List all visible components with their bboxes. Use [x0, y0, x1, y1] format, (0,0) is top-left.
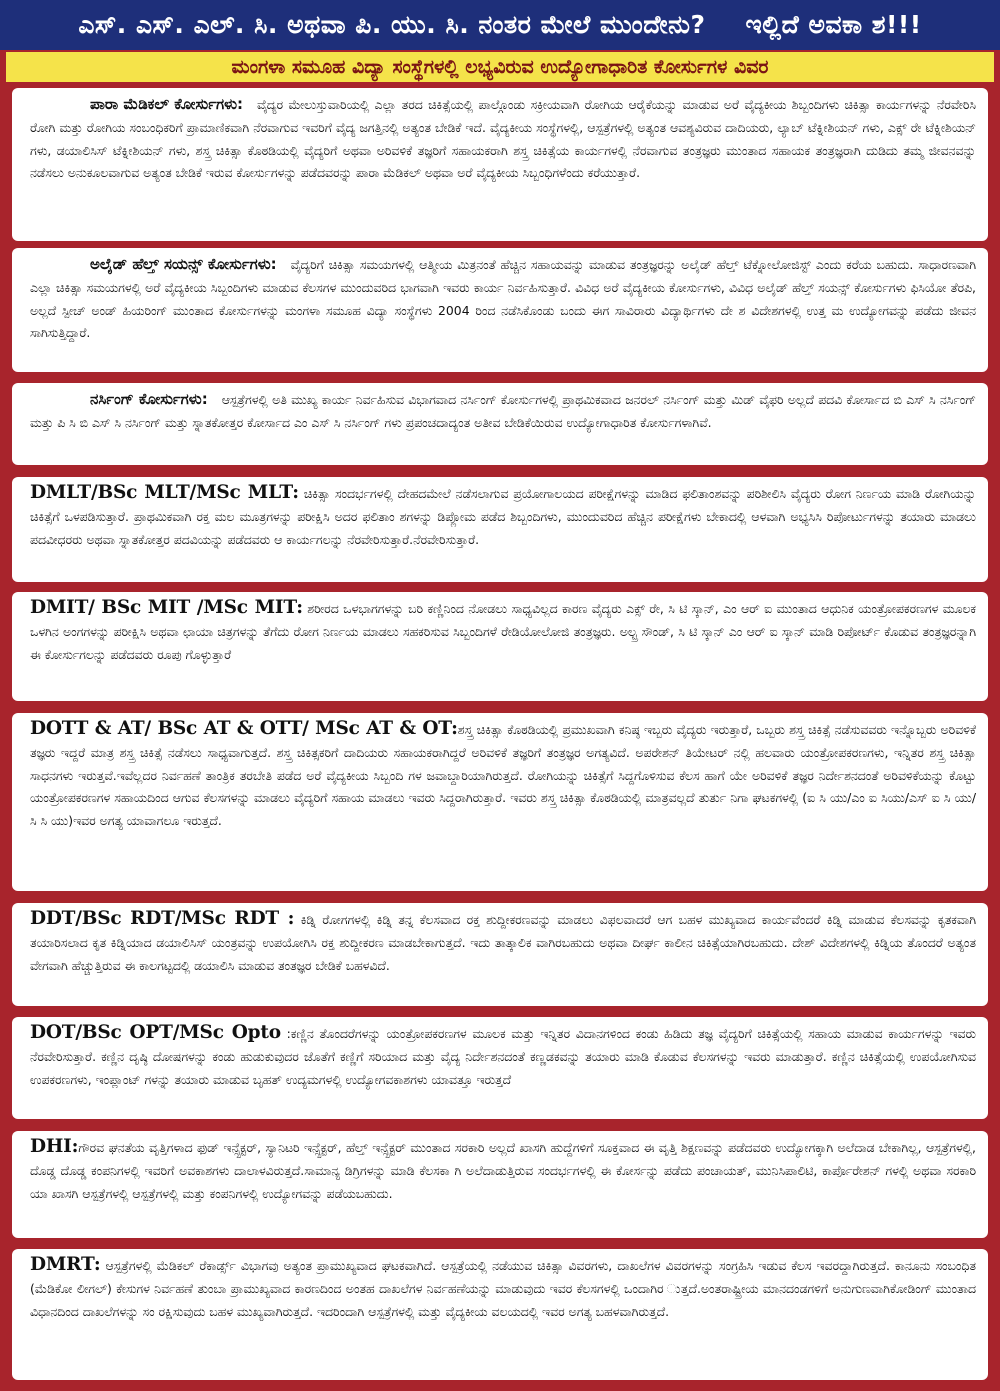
section-body: ಚಿಕಿತ್ಸಾ ಸಂದರ್ಭಗಳಲ್ಲಿ ದೇಹದಮೇಲೆ ನಡೆಸಲಾಗುವ ಪ್ರಯೋಗಾಲಯದ ಪರೀಕ್ಷೆಗಳನ್ನು ಮಾಡಿದ ಫಲಿತಾಂಶವನ್ನು ಪರಿಶೀಲಿಸಿ ವೈದ್ಯರು ರೋಗ ನಿರ್ಣಯ ಮಾಡಿ ರೋಗಿಯನ್ನು ಚಿಕಿತ್ಸೆಗೆ ಒಳಪಡಿಸುತ್ತಾರೆ. ಪ್ರಾಥಮಿಕವಾಗಿ ರಕ್ತ ಮಲ ಮೂತ್ರಗಳನ್ನು ಪರೀಕ್ಷಿಸಿ ಅದರ ಫಲಿತಾಂ ಶಗಳನ್ನು ಡಿಪ್ಲೋಮ ಪಡೆದ ಶಿಬ್ಬಂದಿಗಳು, ಮುಂದುವರಿದ ಹೆಚ್ಚಿನ ಪರೀಕ್ಷೆಗಳು ಬೇಕಾದಲ್ಲಿ ಆಳವಾಗಿ ಅಭ್ಯಸಿಸಿ ರಿಪೋರ್ಟುಗಳನ್ನು ತಯಾರು ಮಾಡಲು ಪದವೀಧರರು ಅಥವಾ ಸ್ನಾತಕೋತ್ತರ ಪದವಿಯನ್ನು ಪಡೆದವರು ಆ ಕಾರ್ಯಗಲನ್ನು ನೆರವೇರಿಸುತ್ತಾರೆ.ನೆರವೇರಿಸುತ್ತಾರೆ.	[30, 486, 976, 547]
section-title: DMLT/BSc MLT/MSc MLT:	[30, 482, 299, 503]
section-title: DOTT & AT/ BSc AT & OTT/ MSc AT & OT:	[30, 718, 458, 739]
section-body: ಗೌರವ ಘನತೆಯ ವೃತ್ತಿಗಳಾದ ಫುಡ್ ಇನ್ಸ್ಪೆಕ್ಟರ್, ಸ್ಯಾನಿಟರಿ ಇನ್ಸ್ಪೆಕ್ಟರ್, ಹೆಲ್ತ್ ಇನ್ಸ್ಪೆಕ್ಟರ್ ಮುಂತಾದ ಸರಕಾರಿ ಅಲ್ಲದೆ ಖಾಸಗಿ ಹುದ್ದೆಗಳಿಗೆ ಸೂಕ್ತವಾದ ಈ ವೃತ್ತಿ ಶಿಕ್ಷಣವನ್ನು ಪಡೆದವರು ಉದ್ಯೋಗಕ್ಕಾಗಿ ಅಲೆದಾಡ ಬೇಕಾಗಿಲ್ಲ, ಆಸ್ಪತ್ರೆಗಳಲ್ಲಿ, ದೊಡ್ಡ ದೊಡ್ಡ ಕಂಪನಿಗಳಲ್ಲಿ ಇವರಿಗೆ ಅವಕಾಶಗಳು ದಾಲಾಳವಿರುತ್ತದೆ.ಸಾಮಾನ್ಯ ಡಿಗ್ರಿಗಳನ್ನು ಮಾಡಿ ಕೆಲಸಕಾ ಗಿ ಅಲೆದಾಡುತ್ತಿರುವ ಸಂದರ್ಭಗಳಲ್ಲಿ ಈ ಕೋರ್ಸನ್ನು ಪಡೆದು ಪಂಚಾಯತ್, ಮುನಿಸಿಪಾಲಿಟಿ, ಕಾರ್ಪೊರೇಶನ್ ಗಳಲ್ಲಿ ಅಥವಾ ಸರಕಾರಿ ಯಾ ಖಾಸಗಿ ಆಸ್ಪತ್ರೆಗಳಲ್ಲಿ ಆಸ್ಪತ್ರೆಗಳಲ್ಲಿ ಮತ್ತು ಕಂಪನಿಗಳಲ್ಲಿ ಉದ್ಯೋಗವನ್ನು ಪಡೆಯಬಹುದು.	[30, 1140, 976, 1201]
section-body: ಆಸ್ಪತ್ರೆಗಳಲ್ಲಿ ಅತಿ ಮುಖ್ಯ ಕಾರ್ಯ ನಿರ್ವಹಿಸುವ ವಿಭಾಗವಾದ ನರ್ಸಿಂಗ್ ಕೋರ್ಸುಗಳಲ್ಲಿ ಪ್ರಾಥಮಿಕವಾದ ಜನರಲ್ ನರ್ಸಿಂಗ್ ಮತ್ತು ಮಿಡ್ ವೈಫರಿ ಅಲ್ಲದೆ ಪದವಿ ಕೋರ್ಸಾದ ಬಿ ಎಸ್ ಸಿ ನರ್ಸಿಂಗ್ ಮತ್ತು ಪಿ ಸಿ ಬಿ ಎಸ್ ಸಿ ನರ್ಸಿಂಗ್ ಮತ್ತು ಸ್ನಾತಕೋತ್ತರ ಕೋರ್ಸಾದ ಎಂ ಎಸ್ ಸಿ ನರ್ಸಿಂಗ್ ಗಳು ಪ್ರಪಂಚದಾದ್ಯಂತ ಅತೀವ ಬೇಡಿಕೆಯಿರುವ ಉದ್ಯೋಗಾಧಾರಿತ ಕೋರ್ಸುಗಳಾಗಿವೆ.	[30, 392, 976, 430]
section-title: ನರ್ಸಿಂಗ್ ಕೋರ್ಸುಗಳು:	[90, 390, 208, 408]
section-dmlt	[12, 477, 988, 582]
section-body: ಶರೀರದ ಒಳಭಾಗಗಳನ್ನು ಬರಿ ಕಣ್ಣಿನಿಂದ ನೋಡಲು ಸಾಧ್ಯವಿಲ್ಲದ ಕಾರಣ ವೈದ್ಯರು ಎಕ್ಸ್ ರೇ, ಸಿ ಟಿ ಸ್ಕಾನ್, ಎಂ ಆರ್ ಐ ಮುಂತಾದ ಆಧುನಿಕ ಯಂತ್ರೋಪಕರಣಗಳ ಮೂಲಕ ಒಳಗಿನ ಅಂಗಗಳನ್ನು ಪರೀಕ್ಷಿಸಿ ಅಥವಾ ಛಾಯಾ ಚಿತ್ರಗಳನ್ನು ತೆಗೆದು ರೋಗ ನಿರ್ಣಯ ಮಾಡಲು ಸಹಕರಿಸುವ ಸಿಬ್ಬಂದಿಗಳೆ ರೇಡಿಯೋಲೋಜಿ ತಂತ್ರಜ್ಞರು. ಅಲ್ಟ್ರ ಸೌಂಡ್, ಸಿ ಟಿ ಸ್ಕಾನ್ ಎಂ ಆರ್ ಐ ಸ್ಕಾನ್ ಮಾಡಿ ರಿಪೋರ್ಟ್ ಕೊಡುವ ತಂತ್ರಜ್ಞರನ್ನಾಗಿ ಈ ಕೋರ್ಸುಗಲನ್ನು ಪಡೆದವರು ರೂಪು ಗೊಳ್ಳುತ್ತಾರೆ	[30, 601, 976, 662]
section-dhi	[12, 1131, 988, 1238]
section-title: DDT/BSc RDT/MSc RDT :	[30, 908, 295, 929]
section-title: DHI:	[30, 1136, 79, 1157]
header-title-right: ಇಲ್ಲಿದೆ ಅವಕಾ ಶ!!!	[745, 10, 922, 39]
section-ddt	[12, 903, 988, 1006]
section-paramedical	[12, 88, 988, 241]
section-title: DMRT:	[30, 1254, 101, 1275]
section-dot	[12, 1017, 988, 1119]
section-body: ಕಿಡ್ನಿ ರೋಗಗಳಲ್ಲಿ ಕಿಡ್ನಿ ತನ್ನ ಕೆಲಸವಾದ ರಕ್ತ ಶುದ್ದೀಕರಣವನ್ನು ಮಾಡಲು ವಿಫಲವಾದರೆ ಆಗ ಬಹಳ ಮುಖ್ಯವಾದ ಕಾರ್ಯವೆಂದರೆ ಕಿಡ್ನಿ ಮಾಡುವ ಕೆಲಸವನ್ನು ಕೃತಕವಾಗಿ ತಯಾರಿಸಲಾದ ಕೃತ ಕಿಡ್ನಿಯಾದ ಡಯಾಲಿಸಿಸ್ ಯಂತ್ರವನ್ನು ಉಪಯೋಗಿಸಿ ರಕ್ತ ಶುದ್ದೀಕರಣ ಮಾಡಬೇಕಾಗುತ್ತದೆ. ಇದು ತಾತ್ಕಾಲಿಕ ವಾಗಿರಬಹುದು ಅಥವಾ ದೀರ್ಘ ಕಾಲೀನ ಚಿಕಿತ್ಸೆಯಾಗಿರಬಹುದು. ದೇಶ್ ವಿದೇಶಗಳಲ್ಲಿ ಕಿಡ್ನಿಯ ತೊಂದರೆ ಅತ್ಯಂತ ವೇಗವಾಗಿ ಹೆಚ್ಚುತ್ತಿರುವ ಈ ಕಾಲಗಟ್ಟದಲ್ಲಿ ಡಯಾಲಿಸಿ ಮಾಡುವ ತಂತಜ್ಞರ ಬೇಡಿಕೆ ಬಹಳವಿದೆ.	[30, 912, 976, 973]
page-subtitle: ಮಂಗಳಾ ಸಮೂಹ ವಿದ್ಯಾ ಸಂಸ್ಥೆಗಳಲ್ಲಿ ಲಭ್ಯವಿರುವ ಉದ್ಯೋಗಾಧಾರಿತ ಕೋರ್ಸುಗಳ ವಿವರ	[231, 56, 769, 78]
section-title: ಪಾರಾ ಮೆಡಿಕಲ್ ಕೋರ್ಸುಗಳು:	[90, 95, 244, 113]
section-dmrt	[12, 1249, 988, 1380]
section-body: :ಕಣ್ಣಿನ ತೊಂದರೆಗಳನ್ನು ಯಂತ್ರೋಪಕರಣಗಳ ಮೂಲಕ ಮತ್ತು ಇನ್ನಿತರ ವಿದಾನಗಳಿಂದ ಕಂಡು ಹಿಡಿದು ತಜ್ಞ ವೈದ್ಯರಿಗೆ ಚಿಕಿತ್ಸೆಯಲ್ಲಿ ಸಹಾಯ ಮಾಡುವ ಕಾರ್ಯಗಳನ್ನು ಇವರು ನೆರವೇರಿಸುತ್ತಾರೆ. ಕಣ್ಣಿನ ದೃಷ್ಠಿ ದೋಷಗಳನ್ನು ಕಂಡು ಹುಡುಕುವುದರ ಜೊತೆಗೆ ಕಣ್ಣಿಗೆ ಸರಿಯಾದ ಮತ್ತು ವೈದ್ಯ ನಿರ್ದೇಶನದಂತೆ ಕಣ್ಣಡಕವನ್ನು ತಯಾರು ಮಾಡಿ ಕೊಡುವ ಕೆಲಸಗಳನ್ನು ಇವರು ಮಾಡುತ್ತಾರೆ. ಕಣ್ಣಿನ ಚಿಕಿತ್ಸೆಯಲ್ಲಿ ಉಪಯೋಗಿಸುವ ಉಪಕರಣಗಳು, ಇಂಪ್ಲಾಂಟ್ ಗಳನ್ನು ತಯಾರು ಮಾಡುವ ಬೃಹತ್ ಉದ್ಯಮಗಳಲ್ಲಿ ಉದ್ಯೋಗವಕಾಶಗಳು ಯಾವತ್ತೂ ಇರುತ್ತದೆ	[30, 1026, 976, 1087]
section-body: ವೈದ್ಯರಿಗೆ ಚಿಕಿತ್ಸಾ ಸಮಯಗಳಲ್ಲಿ ಆತ್ಮೀಯ ಮಿತ್ರನಂತೆ ಹೆಚ್ಚಿನ ಸಹಾಯವನ್ನು ಮಾಡುವ ತಂತ್ರಜ್ಞರನ್ನು ಅಲೈಡ್ ಹೆಲ್ತ್ ಟೆಕ್ನೋಲೋಜಿಸ್ಟ್ ಎಂದು ಕರೆಯ ಬಹುದು. ಸಾಧಾರಣವಾಗಿ ಎಲ್ಲಾ ಚಿಕಿತ್ಸಾ ಸಮಯಗಳಲ್ಲಿ ಅರೆ ವೈದ್ಯಕೀಯ ಸಿಬ್ಬಂದಿಗಳು ಮಾಡುವ ಕೆಲಸಗಳ ಮುಂದುವರಿದ ಭಾಗವಾಗಿ ಇವರು ಕಾರ್ಯ ನಿರ್ವಹಿಸುತ್ತಾರೆ. ವಿವಿಧ ಅರೆ ವೈದ್ಯಕೀಯ ಕೋರ್ಸುಗಳು, ವಿವಿಧ ಅಲೈಡ್ ಹೆಲ್ತ್ ಸಯನ್ಸ್ ಕೋರ್ಸುಗಳು ಫಿಸಿಯೋ ತೆರಪಿ, ಅಲ್ಲದೆ ಸ್ಪೀಚ್ ಅಂಡ್ ಹಿಯರಿಂಗ್ ಮುಂತಾದ ಕೋರ್ಸುಗಳನ್ನು ಮಂಗಳಾ ಸಮೂಹ ವಿದ್ಯಾ ಸಂಸ್ಥೆಗಳು 2004 ರಿಂದ ನಡೆಸಿಕೊಂಡು ಬಂದು ಈಗ ಸಾವಿರಾರು ವಿದ್ಯಾರ್ಥಿಗಳು ದೇ ಶ ವಿದೇಶಗಳಲ್ಲಿ ಉತ್ತ ಮ ಉದ್ಯೋಗವನ್ನು ಪಡೆದು ಜೀವನ ಸಾಗಿಸುತ್ತಿದ್ದಾರೆ.	[30, 257, 976, 341]
section-body: ವೈದ್ಯರ ಮೇಲುಸ್ತುವಾರಿಯಲ್ಲಿ ಎಲ್ಲಾ ತರದ ಚಿಕಿತ್ಸೆಯಲ್ಲಿ ಪಾಲ್ಗೊಂಡು ಸಕ್ರೀಯವಾಗಿ ರೋಗಿಯ ಆರೈಕೆಯನ್ನು ಮಾಡುವ ಅರೆ ವೈದ್ಯಕೀಯ ಶಿಬ್ಬಂದಿಗಳು ಚಿಕಿತ್ಸಾ ಕಾರ್ಯಗಳನ್ನು ನೆರವೇರಿಸಿ ರೋಗಿ ಮತ್ತು ರೋಗಿಯ ಸಂಬಂಧಿಕರಿಗೆ ಪ್ರಾಮಾಣಿಕವಾಗಿ ನೆರವಾಗುವ ಇವರಿಗೆ ವೈದ್ಯ ಜಗತ್ತಿನಲ್ಲಿ ಅತ್ಯಂತ ಬೇಡಿಕೆ ಇದೆ. ವೈದ್ಯಕೀಯ ಸಂಸ್ಥೆಗಳಲ್ಲಿ, ಆಸ್ಪತ್ರೆಗಳಲ್ಲಿ ಅತ್ಯಂತ ಆವಶ್ಯವಿರುವ ದಾದಿಯರು, ಲ್ಯಾಬ್ ಟೆಕ್ನೀಶಿಯನ್ ಗಳು, ಎಕ್ಸ್ ರೇ ಟೆಕ್ನೀಶಿಯನ್ ಗಳು, ಡಯಾಲಿಸಿಸ್ ಟೆಕ್ನೀಶಿಯನ್ ಗಳು, ಶಸ್ತ್ರ ಚಿಕಿತ್ಸಾ ಕೊಠಡಿಯಲ್ಲಿ ವೈದ್ಯರಿಗೆ ಅಥವಾ ಅರಿವಳಿಕೆ ತಜ್ಞರಿಗೆ ಸಹಾಯಕರಾಗಿ ಶಸ್ತ್ರ ಚಿಕಿತ್ಸೆಯ ಕಾರ್ಯಗಳಲ್ಲಿ ನೆರವಾಗುವ ತಂತ್ರಜ್ಞರು ಮುಂತಾದ ಸಹಾಯಕ ತಂತ್ರಜ್ಞರಾಗಿ ದುಡಿದು ತಮ್ಮ ಜೀವನವನ್ನು ನಡೆಸಲು ಅನುಕೂಲವಾಗುವ ಅತ್ಯಂತ ಬೇಡಿಕೆ ಇರುವ ಕೋರ್ಸುಗಳನ್ನು ಪಡೆದವರನ್ನು ಪಾರಾ ಮೆಡಿಕಲ್ ಅಥವಾ ಅರೆ ವೈದ್ಯಕೀಯ ಸಿಬ್ಬಂಧಿಗಳೆಂದು ಕರೆಯುತ್ತಾರೆ.	[30, 97, 976, 181]
section-body: ಆಸ್ಪತ್ರೆಗಳಲ್ಲಿ ಮೆಡಿಕಲ್ ರೆಕಾರ್ಡ್ಸ್ ವಿಭಾಗವು ಅತ್ಯಂತ ಪ್ರಾಮುಖ್ಯವಾದ ಘಟಕವಾಗಿದೆ. ಆಸ್ಪತ್ರೆಯಲ್ಲಿ ನಡೆಯುವ ಚಿಕಿತ್ಸಾ ವಿವರಗಳು, ದಾಖಲೆಗಳ ವಿವರಗಳನ್ನು ಸಂಗ್ರಹಿಸಿ ಇಡುವ ಕೆಲಸ ಇವರದ್ದಾಗಿರುತ್ತದೆ. ಕಾನೂನು ಸಂಬಂಧಿತ (ಮೆಡಿಕೋ ಲೀಗಲ್) ಕೇಸುಗಳ ನಿರ್ವಹಣೆ ತುಂಬಾ ಪ್ರಾಮುಖ್ಯವಾದ ಕಾರಣದಿಂದ ಅಂತಹ ದಾಖಲೆಗಳ ನಿರ್ವಹಣೆಯನ್ನು ಮಾಡುವುದು ಇವರ ಕೆಲಸಗಳಲ್ಲಿ ಒಂದಾಗಿರ ುತ್ತದೆ.ಅಂತರಾಷ್ಟ್ರೀಯ ಮಾನದಂಡಗಳಿಗೆ ಅನುಗುಣವಾಗಿಕೋಡಿಂಗ್ ಮುಂತಾದ ವಿಧಾನದಿಂದ ದಾಖಲೆಗಳನ್ನು ಸಂ ರಕ್ಷಿಸುವುದು ಬಹಳ ಮುಖ್ಯವಾಗಿರುತ್ತದೆ. ಇದರಿಂದಾಗಿ ಆಸ್ಪತ್ರೆಗಳಲ್ಲಿ ಮತ್ತು ವೈದ್ಯಕೀಯ ವಲಯದಲ್ಲಿ ಇವರ ಅಗತ್ಯ ಬಹಳವಾಗಿರುತ್ತದೆ.	[30, 1258, 976, 1319]
section-title: DMIT/ BSc MIT /MSc MIT:	[30, 597, 303, 618]
section-body: ಶಸ್ತ್ರ ಚಿಕಿತ್ಸಾ ಕೊಠಡಿಯಲ್ಲಿ ಪ್ರಮುಖವಾಗಿ ಕನಿಷ್ಠ ಇಬ್ಬರು ವೈದ್ಯರು ಇರುತ್ತಾರೆ, ಒಬ್ಬರು ಶಸ್ತ್ರ ಚಿಕಿತ್ಸೆ ನಡೆಸುವವರು ಇನ್ನೊಬ್ಬರು ಅರಿವಳಿಕೆ ತಜ್ಞರು ಇದ್ದರೆ ಮಾತ್ರ ಶಸ್ತ್ರ ಚಿಕಿತ್ಸೆ ನಡೆಸಲು ಸಾಧ್ಯವಾಗುತ್ತದೆ. ಶಸ್ತ್ರ ಚಿಕಿತ್ಸಕರಿಗೆ ದಾದಿಯರು ಸಹಾಯಕರಾಗಿದ್ದರೆ ಅರಿವಳಿಕೆ ತಜ್ಞರಿಗೆ ತಂತ್ರಜ್ಞರ ಅಗತ್ಯವಿದೆ. ಅಪರೇಶನ್ ತಿಯೇಟರ್ ನಲ್ಲಿ ಹಲವಾರು ಯಂತ್ರೋಪಕರಣಗಳು, ಇನ್ನಿತರ ಶಸ್ತ್ರ ಚಿಕಿತ್ಸಾ ಸಾಧನಗಳು ಇರುತ್ತವೆ.ಇವೆಲ್ಲದರ ನಿರ್ವಹಣೆ ತಾಂತ್ರಿಕ ತರಬೇತಿ ಪಡೆದ ಅರೆ ವೈದ್ಯಕೀಯ ಸಿಬ್ಬಂದಿ ಗಳ ಜವಾಬ್ದಾರಿಯಾಗಿರುತ್ತದೆ. ರೋಗಿಯನ್ನು ಚಿಕಿತ್ಸೆಗೆ ಸಿದ್ದಗೊಳಿಸುವ ಕೆಲಸ ಹಾಗೆ ಯೇ ಅರಿವಳಿಕೆ ತಜ್ಞರ ನಿರ್ದೇಶನದಂತೆ ಅರಿವಳಿಕೆಯನ್ನು ಕೊಟ್ಟು ಯಂತ್ರೋಪಕರಣಗಳ ಸಹಾಯದಿಂದ ಆಗುವ ಕೆಲಸಗಳನ್ನು ಮಾಡಲು ವೈದ್ಯರಿಗೆ ಸಹಾಯ ಮಾಡಲು ಇವರು ಸಿದ್ದರಾಗಿರುತ್ತಾರೆ. ಇವರು ಶಸ್ತ್ರ ಚಿಕಿತ್ಸಾ ಕೊಠಡಿಯಲ್ಲಿ ಮಾತ್ರವಲ್ಲದೆ ತುರ್ತು ನಿಗಾ ಘಟಕಗಳಲ್ಲಿ (ಐ ಸಿ ಯು/ಎಂ ಐ ಸಿಯು/ಎಸ್ ಐ ಸಿ ಯು/ಸಿ ಸಿ ಯು)ಇವರ ಅಗತ್ಯ ಯಾವಾಗಲೂ ಇರುತ್ತದೆ.	[30, 722, 976, 829]
section-dmit	[12, 592, 988, 701]
section-allied-health	[12, 248, 988, 372]
section-title: ಅಲೈಡ್ ಹೆಲ್ತ್ ಸಯನ್ಸ್ ಕೋರ್ಸುಗಳು:	[90, 255, 277, 273]
section-dott	[12, 713, 988, 891]
section-nursing	[12, 383, 988, 465]
header-title-left: ಎಸ್. ಎಸ್. ಎಲ್. ಸಿ. ಅಥವಾ ಪಿ. ಯು. ಸಿ. ನಂತರ ಮೇಲೆ ಮುಂದೇನು?	[78, 10, 706, 39]
section-title: DOT/BSc OPT/MSc Opto	[30, 1022, 281, 1043]
